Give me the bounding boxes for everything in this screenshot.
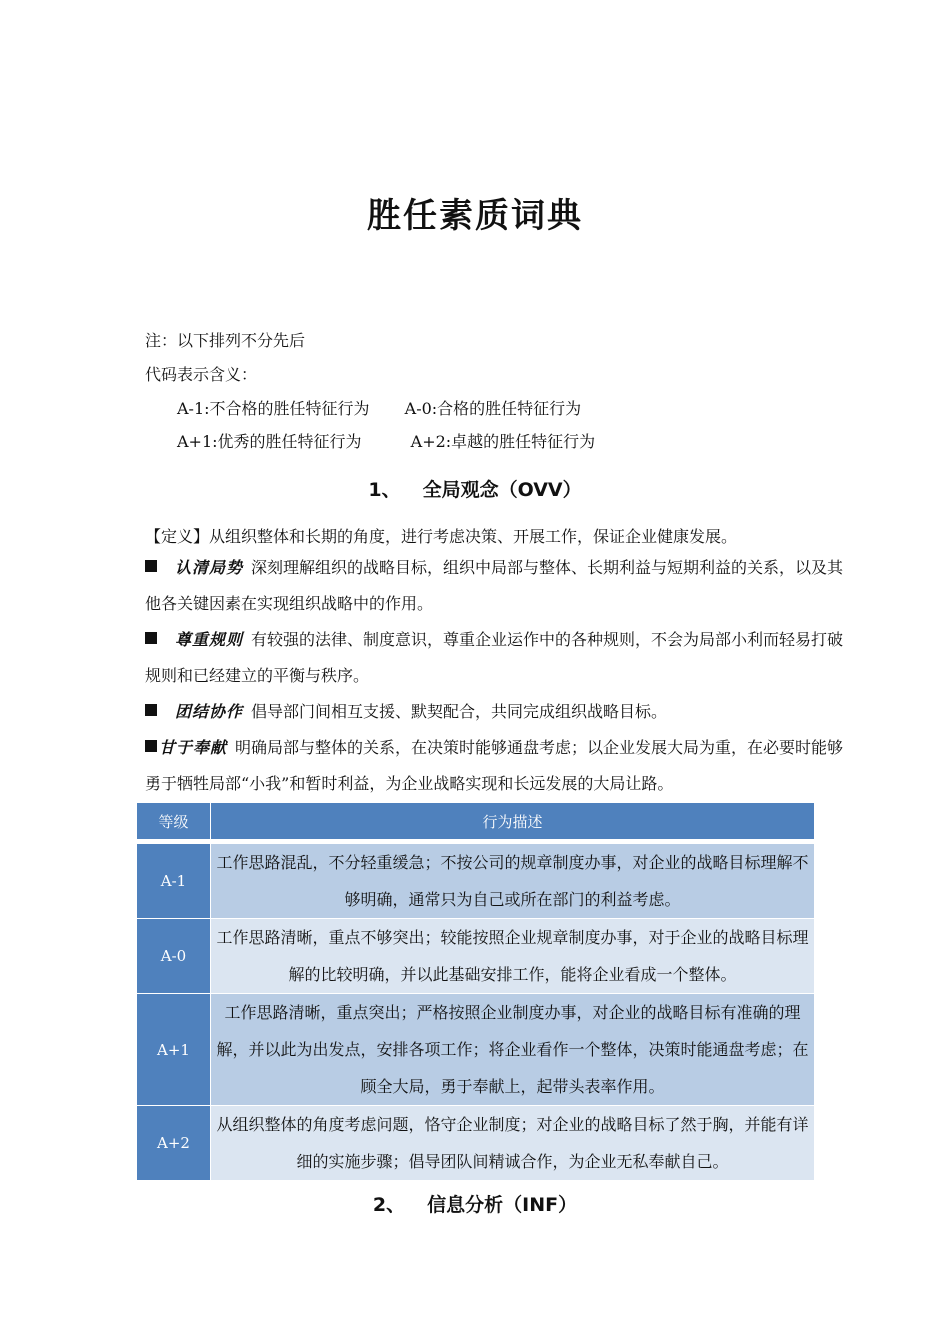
page-title: 胜任素质词典 [367, 196, 583, 236]
square-bullet-icon [145, 704, 157, 716]
section-title: 信息分析（INF） [427, 1194, 578, 1216]
level-cell: A-0 [137, 919, 211, 994]
level-cell: A+1 [137, 994, 211, 1106]
section-heading-1 [0, 475, 950, 502]
item-keyword: 认清局势 [175, 558, 244, 577]
item-keyword: 甘于奉献 [159, 738, 228, 757]
description-cell: 工作思路清晰，重点突出；严格按照企业制度办事，对企业的战略目标有准确的理解，并以此为出发点，安排各项工作；将企业看作一个整体，决策时能通盘考虑；在顾全大局，勇于奉献上，起带头表率作用。 [211, 994, 815, 1106]
code-label: A-1 [177, 399, 205, 418]
item-paragraph [145, 694, 850, 730]
code-line-2 [177, 429, 595, 452]
section-heading-2 [0, 1190, 950, 1217]
item-keyword: 团结协作 [175, 702, 244, 721]
table-header-level: 等级 [137, 803, 211, 840]
code-label: A+1 [177, 432, 213, 451]
note-line: 注：以下排列不分先后 [145, 331, 306, 350]
item-text: 有较强的法律、制度意识，尊重企业运作中的各种规则，不会为局部小利而轻易打破规则和已经建立的平衡与秩序。 [145, 630, 844, 685]
square-bullet-icon [145, 740, 157, 752]
code-label: A-0 [404, 399, 432, 418]
section-number: 1、 [368, 479, 401, 501]
item-text: 深刻理解组织的战略目标，组织中局部与整体、长期利益与短期利益的关系，以及其他各关键因素在实现组织战略中的作用。 [145, 558, 844, 613]
code-meaning: 不合格的胜任特征行为 [209, 399, 370, 418]
code-intro: 代码表示含义： [145, 365, 258, 384]
code-item: A+2:卓越的胜任特征行为 [410, 432, 596, 451]
item-keyword: 尊重规则 [175, 630, 244, 649]
description-cell: 工作思路清晰，重点不够突出；较能按照企业规章制度办事，对于企业的战略目标理解的比较明确，并以此基础安排工作，能将企业看成一个整体。 [211, 919, 815, 994]
table-row [137, 844, 815, 919]
item-text: 明确局部与整体的关系，在决策时能够通盘考虑；以企业发展大局为重，在必要时能够勇于牺牲局部“小我”和暂时利益，为企业战略实现和长远发展的大局让路。 [145, 738, 844, 793]
code-item: A-0:合格的胜任特征行为 [404, 399, 582, 418]
square-bullet-icon [145, 560, 157, 572]
description-cell: 工作思路混乱，不分轻重缓急；不按公司的规章制度办事，对企业的战略目标理解不够明确，通常只为自己或所在部门的利益考虑。 [211, 844, 815, 919]
level-cell: A-1 [137, 844, 211, 919]
competency-level-table [136, 802, 815, 1181]
code-item: A-1:不合格的胜任特征行为 [177, 399, 370, 418]
description-cell: 从组织整体的角度考虑问题，恪守企业制度；对企业的战略目标了然于胸，并能有详细的实施步骤；倡导团队间精诚合作，为企业无私奉献自己。 [211, 1106, 815, 1181]
section-number: 2、 [372, 1194, 406, 1216]
code-item: A+1:优秀的胜任特征行为 [177, 432, 362, 451]
table-row [137, 1106, 815, 1181]
table-header-description: 行为描述 [211, 803, 815, 840]
item-paragraph [145, 730, 850, 802]
code-line-1 [177, 396, 581, 419]
code-meaning: 卓越的胜任特征行为 [451, 432, 596, 451]
item-paragraph [145, 622, 850, 694]
level-cell: A+2 [137, 1106, 211, 1181]
table-header-row [137, 803, 815, 840]
definition-label: 【定义】 [145, 527, 210, 546]
code-meaning: 合格的胜任特征行为 [437, 399, 582, 418]
section-title: 全局观念（OVV） [422, 479, 582, 501]
definition-text: 从组织整体和长期的角度，进行考虑决策、开展工作，保证企业健康发展。 [209, 527, 738, 546]
item-text: 倡导部门间相互支援、默契配合，共同完成组织战略目标。 [251, 702, 668, 721]
table-row [137, 919, 815, 994]
code-meaning: 优秀的胜任特征行为 [217, 432, 362, 451]
table-row [137, 994, 815, 1106]
item-paragraph [145, 550, 850, 622]
code-label: A+2 [410, 432, 446, 451]
square-bullet-icon [145, 632, 157, 644]
